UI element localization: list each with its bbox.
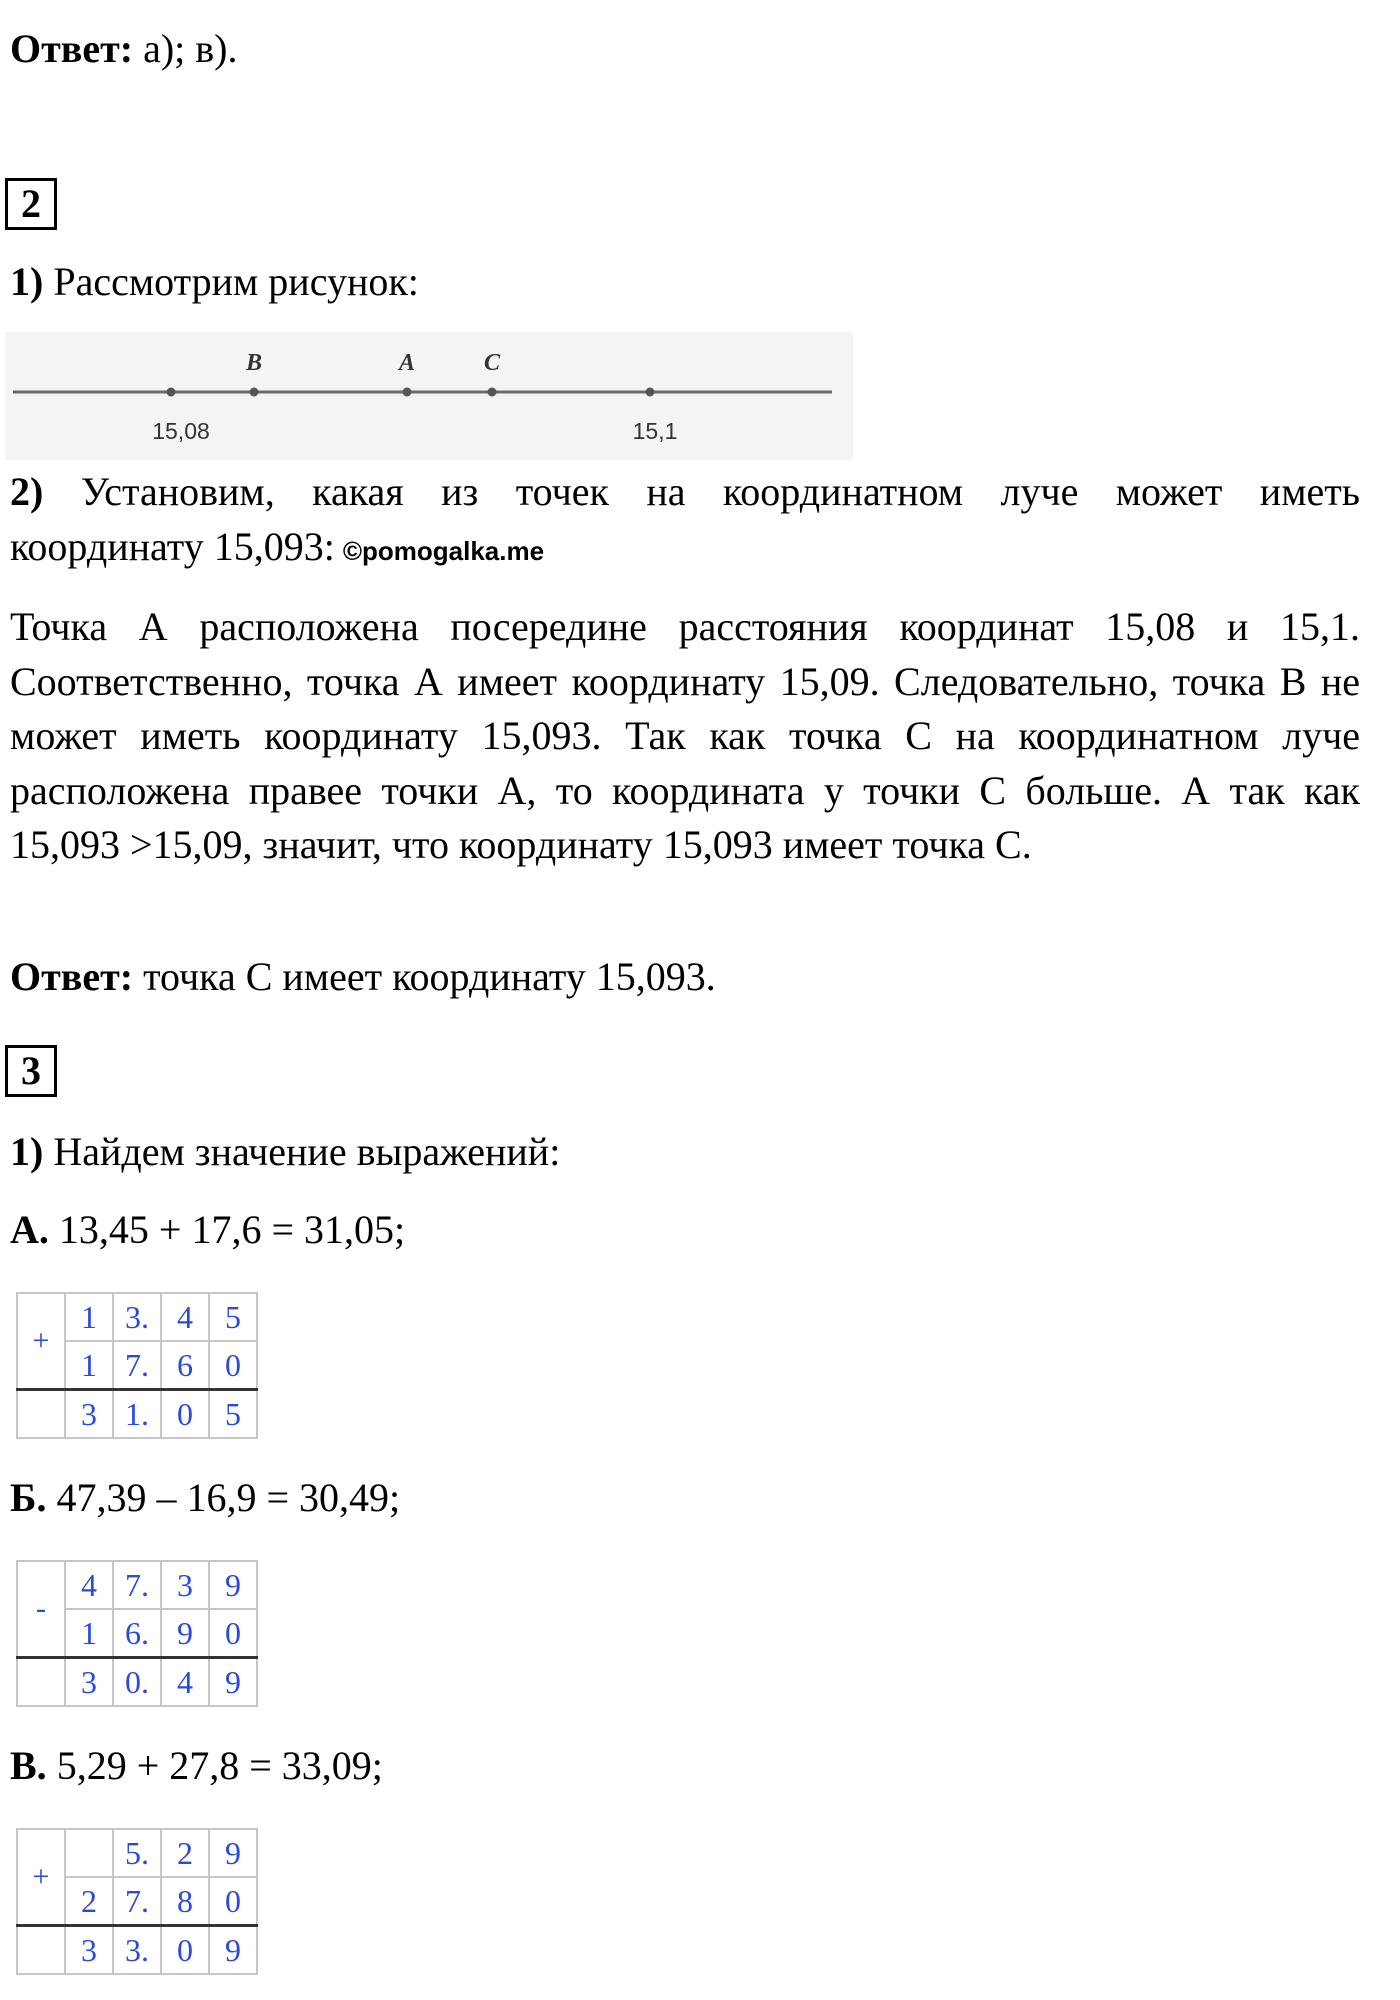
empty-cell	[17, 1390, 65, 1439]
task3-expr-c	[10, 1739, 383, 1793]
answer-text: а); в).	[143, 26, 238, 71]
expr-text: 13,45 + 17,6 = 31,05;	[58, 1207, 406, 1252]
result-cell: 0	[161, 1926, 209, 1975]
step-text-cont: координату 15,093:	[10, 524, 335, 569]
column-subtraction-b	[16, 1560, 258, 1707]
task2-explanation: Точка А расположена посередине расстояния координат 15,08 и 15,1. Соответственно, точка А имеет координату 15,09. Следовательно, точка В не может иметь координату 15,093. Так как точка С на координатном луче расположена правее точки А, то координата у точки С больше. А так как 15,093 >15,09, значит, что координату 15,093 имеет точка С.	[10, 604, 1360, 867]
empty-cell	[17, 1658, 65, 1707]
point-c	[488, 388, 497, 397]
number-line-svg	[5, 332, 853, 460]
step-text: Найдем значение выражений:	[53, 1129, 561, 1174]
task2-answer	[10, 950, 716, 1004]
digit-cell: 0	[209, 1877, 257, 1926]
tick-15-08	[167, 388, 176, 397]
expr-label: В.	[10, 1743, 47, 1788]
digit-cell: 5.	[113, 1829, 161, 1877]
digit-cell: 4	[161, 1293, 209, 1341]
step-label: 1)	[10, 259, 44, 304]
tick-label-15-08: 15,08	[152, 418, 210, 444]
answer-label: Ответ:	[10, 954, 134, 999]
task2-step1	[10, 255, 419, 309]
answer-label: Ответ:	[10, 26, 134, 71]
point-a	[403, 388, 412, 397]
point-b-label: B	[245, 350, 263, 376]
digit-cell	[65, 1829, 113, 1877]
empty-cell	[17, 1926, 65, 1975]
digit-cell: 8	[161, 1877, 209, 1926]
step-text: Установим, какая из точек на координатном луче может иметь	[80, 469, 1360, 514]
expr-label: Б.	[10, 1475, 47, 1520]
digit-cell: 7.	[113, 1877, 161, 1926]
digit-cell: 5	[209, 1293, 257, 1341]
task3-expr-a	[10, 1203, 405, 1257]
digit-cell: 4	[65, 1561, 113, 1609]
operator-sign: -	[17, 1561, 65, 1658]
digit-cell: 1	[65, 1609, 113, 1658]
result-cell: 3	[65, 1658, 113, 1707]
result-cell: 4	[161, 1658, 209, 1707]
digit-cell: 6	[161, 1341, 209, 1390]
result-cell: 3.	[113, 1926, 161, 1975]
point-a-label: A	[398, 350, 416, 376]
result-cell: 3	[65, 1926, 113, 1975]
digit-cell: 0	[209, 1341, 257, 1390]
operator-sign: +	[17, 1293, 65, 1390]
result-cell: 9	[209, 1926, 257, 1975]
digit-cell: 3.	[113, 1293, 161, 1341]
digit-cell: 9	[209, 1829, 257, 1877]
result-cell: 9	[209, 1658, 257, 1707]
column-addition-a	[16, 1292, 258, 1439]
digit-cell: 3	[161, 1561, 209, 1609]
step-label: 2)	[10, 469, 44, 514]
digit-cell: 9	[209, 1561, 257, 1609]
point-b	[250, 388, 259, 397]
digit-cell: 2	[65, 1877, 113, 1926]
tick-label-15-1: 15,1	[632, 418, 678, 444]
digit-cell: 6.	[113, 1609, 161, 1658]
operator-sign: +	[17, 1829, 65, 1926]
top-answer	[10, 22, 238, 76]
tick-15-1	[646, 388, 655, 397]
task3-step1	[10, 1125, 560, 1179]
task2-step2-line2	[10, 520, 544, 578]
task3-expr-b	[10, 1471, 400, 1525]
result-cell: 0	[161, 1390, 209, 1439]
digit-cell: 7.	[113, 1341, 161, 1390]
column-addition-c	[16, 1828, 258, 1975]
task-number-3: 3	[5, 1045, 57, 1097]
answer-text: точка С имеет координату 15,093.	[143, 954, 716, 999]
digit-cell: 2	[161, 1829, 209, 1877]
result-cell: 3	[65, 1390, 113, 1439]
result-cell: 5	[209, 1390, 257, 1439]
result-cell: 0.	[113, 1658, 161, 1707]
step-label: 1)	[10, 1129, 44, 1174]
expr-text: 47,39 – 16,9 = 30,49;	[56, 1475, 401, 1520]
task-number-2: 2	[5, 178, 57, 230]
result-cell: 1.	[113, 1390, 161, 1439]
expr-label: А.	[10, 1207, 49, 1252]
digit-cell: 1	[65, 1341, 113, 1390]
digit-cell: 7.	[113, 1561, 161, 1609]
digit-cell: 0	[209, 1609, 257, 1658]
task2-step2-line1	[10, 465, 1360, 520]
digit-cell: 1	[65, 1293, 113, 1341]
watermark: ©pomogalka.me	[342, 536, 545, 566]
expr-text: 5,29 + 27,8 = 33,09;	[56, 1743, 383, 1788]
step-text: Рассмотрим рисунок:	[53, 259, 419, 304]
digit-cell: 9	[161, 1609, 209, 1658]
number-line-figure	[5, 332, 853, 460]
point-c-label: C	[483, 350, 501, 376]
